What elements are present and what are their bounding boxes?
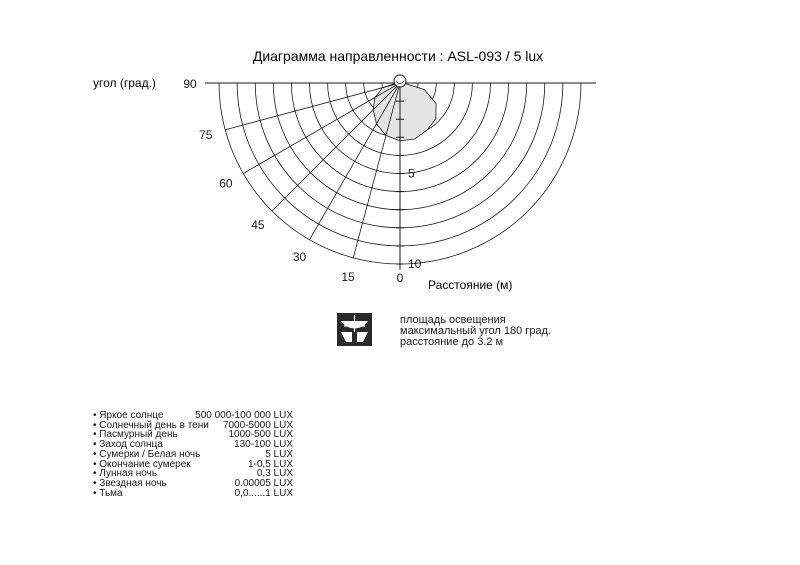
info-line-distance: расстояние до 3.2 м: [400, 336, 504, 348]
legend-row: [93, 489, 293, 499]
legend-lux-value: 130-100 LUX: [234, 439, 293, 451]
angle-tick-label: 30: [292, 250, 307, 265]
diagram-title: Диаграмма направленности : ASL-093 / 5 lux: [252, 48, 544, 64]
legend-lux-value: 0.00005 LUX: [234, 477, 293, 489]
legend-condition: • Лунная ночь: [93, 469, 157, 479]
legend-condition: • Пасмурный день: [93, 430, 178, 440]
angle-tick-label: 0: [396, 271, 404, 285]
legend-condition: • Заход солнца: [93, 440, 163, 450]
coverage-area-icon: [337, 313, 372, 346]
legend-lux-value: 1000-500 LUX: [228, 429, 293, 441]
info-line-angle: максимальный угол 180 град.: [400, 325, 552, 337]
distance-tick-label: 5: [408, 166, 415, 181]
legend-condition: • Яркое солнце: [93, 411, 163, 421]
coverage-area: [373, 83, 436, 141]
angle-tick-label: 60: [219, 176, 233, 191]
legend-lux-value: 7000-5000 LUX: [222, 419, 293, 431]
angle-tick-label: 15: [341, 270, 355, 285]
angle-tick-label: 75: [199, 128, 213, 142]
legend-lux-value: 0,3 LUX: [256, 468, 293, 480]
legend-lux-value: 500 000-100 000 LUX: [195, 410, 293, 421]
angle-tick-label: 90: [183, 77, 197, 91]
distance-axis-label: Расстояние (м): [428, 278, 513, 292]
distance-tick-labels: [408, 167, 422, 272]
distance-tick-label: 10: [408, 257, 422, 271]
legend-condition: • Солнечный день в тени: [93, 421, 209, 431]
legend-condition: • Тьма: [93, 489, 123, 499]
legend-lux-value: 1-0,5 LUX: [247, 458, 293, 470]
lux-legend: [93, 411, 293, 498]
legend-condition: • Сумерки / Белая ночь: [93, 450, 200, 460]
legend-lux-value: 0,0......1 LUX: [234, 487, 293, 499]
legend-condition: • Окончание сумерек: [93, 460, 191, 470]
coverage-info: [400, 315, 551, 348]
sensor-icon: [394, 75, 406, 87]
angle-ray: [272, 83, 400, 211]
angle-ray: [310, 83, 401, 240]
info-line-area: площадь освещения: [400, 314, 506, 326]
angle-axis-label: угол (град.): [93, 76, 156, 90]
legend-condition: • Звездная ночь: [93, 479, 167, 489]
angle-ray: [243, 83, 400, 174]
legend-lux-value: 5 LUX: [265, 448, 293, 460]
angle-tick-label: 45: [251, 218, 265, 233]
